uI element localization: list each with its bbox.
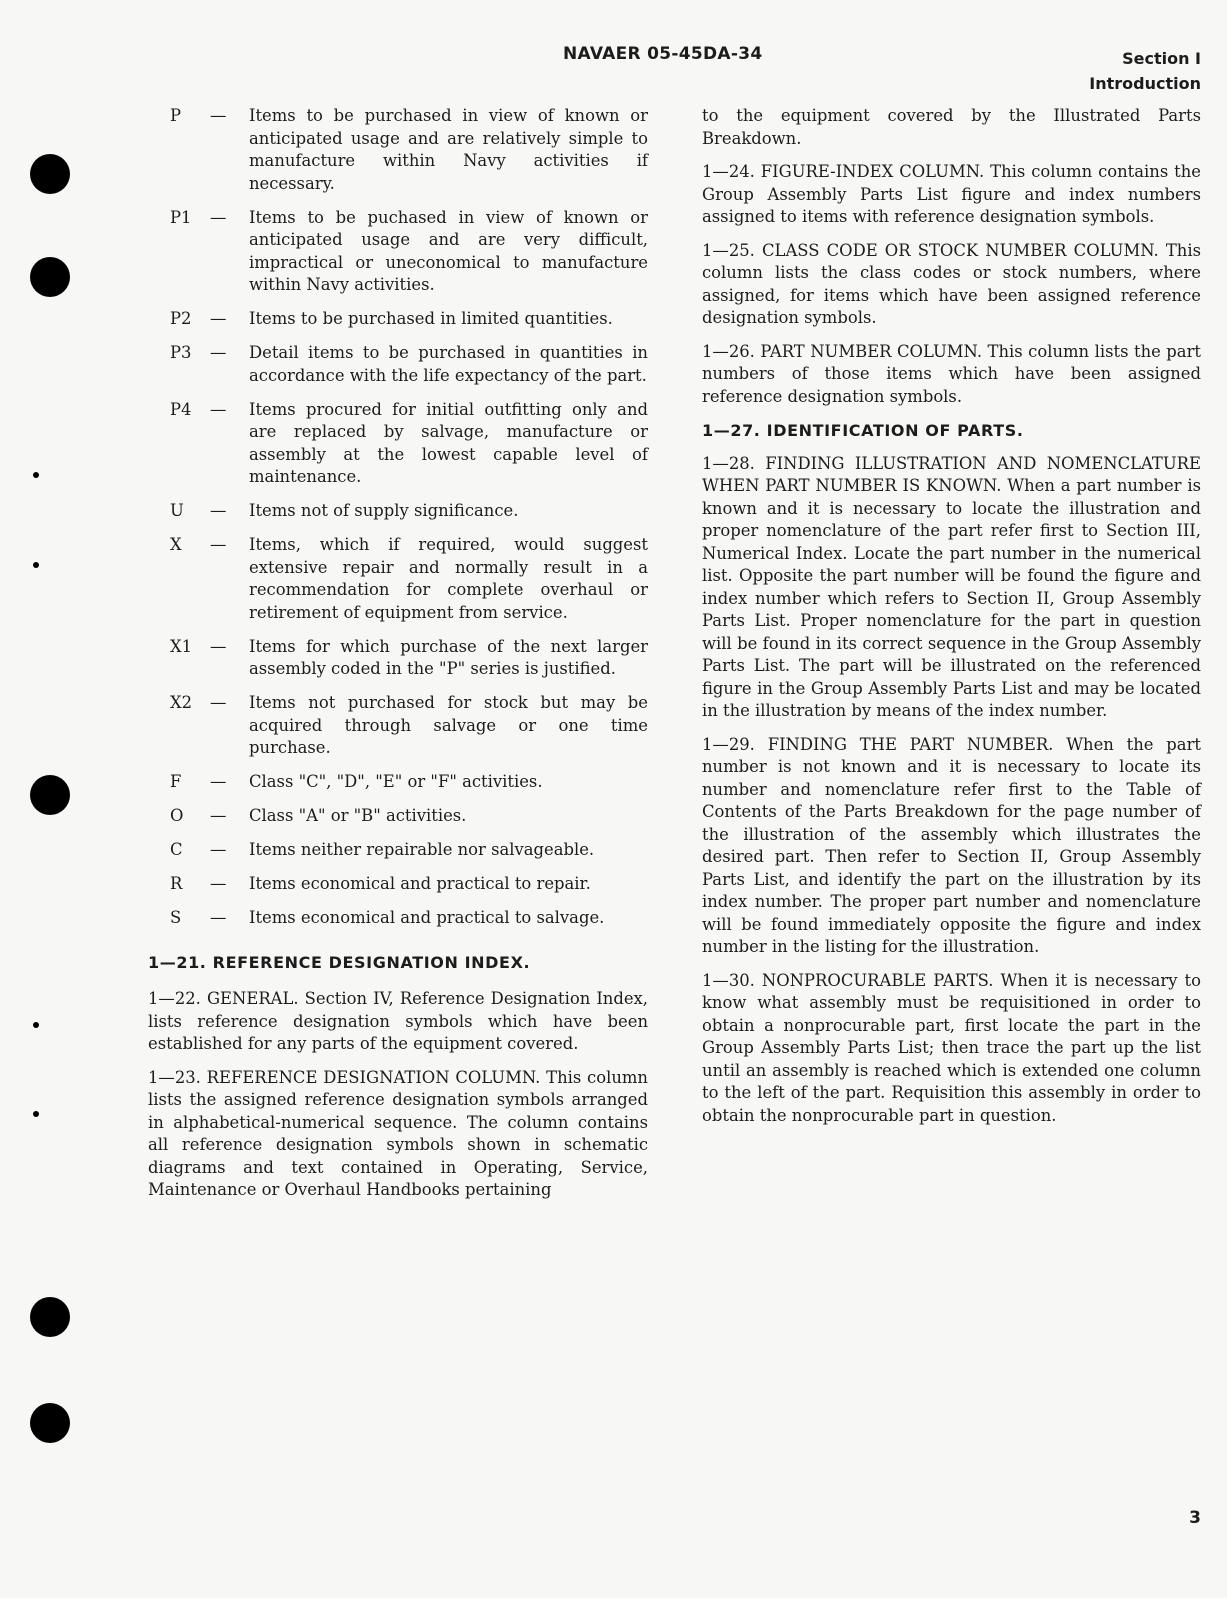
code-dash: —	[210, 693, 227, 712]
left-column	[148, 105, 648, 1213]
right-column	[702, 105, 1201, 1138]
paragraph-1-29: 1—29. FINDING THE PART NUMBER. When the part number is not known and it is necessary to locate its number and nomenclature refer first to the Table of Contents of the Parts Breakdown for the page number of the illustration of the assembly which illustrates the desired part. Then refer to Section II, Group Assembly Parts List, and identify the part on the illustration by its index number. The proper part number and nomenclature will be found immediately opposite the figure and index number in the listing for the illustration.	[702, 734, 1201, 956]
punch-hole	[33, 1111, 39, 1117]
class-code-description: Items procured for initial outfitting only and are replaced by salvage, manufacture or assembly at the lowest capable level of maintenance.	[249, 399, 648, 486]
paragraph-1-26: 1—26. PART NUMBER COLUMN. This column lists the part numbers of those items which have been assigned reference designation symbols.	[702, 341, 1201, 406]
class-code: X	[170, 535, 182, 554]
code-dash: —	[210, 501, 227, 520]
class-code: O	[170, 806, 184, 825]
document-number: NAVAER 05-45DA-34	[563, 44, 763, 64]
class-code-description: Items for which purchase of the next larger assembly coded in the "P" series is justified.	[249, 636, 648, 678]
class-code-row	[148, 207, 648, 297]
class-code-row	[148, 692, 648, 760]
punch-hole	[30, 257, 70, 297]
section-header	[1089, 46, 1201, 96]
paragraph-1-22: 1—22. GENERAL. Section IV, Reference Designation Index, lists reference designation symbols which have been established for any parts of the equipment covered.	[148, 989, 648, 1053]
class-code-row	[148, 771, 648, 794]
class-code-description: Class "C", "D", "E" or "F" activities.	[249, 772, 543, 791]
class-code-row	[148, 907, 648, 930]
class-code-description: Class "A" or "B" activities.	[249, 806, 467, 825]
class-code-row	[148, 805, 648, 828]
class-code: P2	[170, 309, 192, 328]
paragraph-1-30: 1—30. NONPROCURABLE PARTS. When it is necessary to know what assembly must be requisitioned in order to obtain a nonprocurable part, first locate the part in the Group Assembly Parts List; then trace the part up the list until an assembly is reached which is extended one column to the left of the part. Requisition this assembly in order to obtain the nonprocurable part in question.	[702, 970, 1201, 1125]
class-code-row	[148, 839, 648, 862]
class-code: P4	[170, 399, 192, 419]
section-label: Section I	[1122, 49, 1201, 68]
code-dash: —	[210, 535, 227, 554]
class-code-description: Items to be purchased in view of known or anticipated usage and are relatively simple to manufacture within Navy activities if necessary.	[249, 106, 648, 193]
code-dash: —	[210, 772, 227, 791]
code-dash: —	[210, 399, 227, 419]
class-code-row	[148, 534, 648, 624]
class-code: S	[170, 908, 182, 927]
class-code-row	[148, 399, 648, 489]
class-code-row	[148, 636, 648, 681]
class-code: P1	[170, 207, 192, 227]
class-code-row	[148, 342, 648, 387]
paragraph-1-25: 1—25. CLASS CODE OR STOCK NUMBER COLUMN. This column lists the class codes or stock numbers, where assigned, for items which have been assigned reference designation symbols.	[702, 240, 1201, 327]
paragraph-1-24: 1—24. FIGURE-INDEX COLUMN. This column contains the Group Assembly Parts List figure and index numbers assigned to items with reference designation symbols.	[702, 162, 1201, 226]
code-dash: —	[210, 207, 227, 227]
class-code-description: Items not purchased for stock but may be acquired through salvage or one time purchase.	[249, 693, 648, 757]
class-code-row	[148, 105, 648, 195]
code-dash: —	[210, 343, 227, 362]
paragraph-1-23: 1—23. REFERENCE DESIGNATION COLUMN. This column lists the assigned reference designation symbols arranged in alphabetical-numerical sequence. The column contains all reference designation symbols shown in schematic diagrams and text contained in Operating, Service, Maintenance or Overhaul Handbooks pertaining	[148, 1067, 648, 1199]
punch-hole	[33, 1022, 39, 1028]
heading-1-21: 1—21. REFERENCE DESIGNATION INDEX.	[148, 952, 531, 972]
punch-hole	[30, 1403, 70, 1443]
class-code-description: Items economical and practical to repair.	[249, 874, 591, 893]
punch-hole	[33, 472, 39, 478]
punch-hole	[30, 1297, 70, 1337]
code-dash: —	[210, 908, 227, 927]
class-code: X1	[170, 636, 193, 656]
class-code-row	[148, 873, 648, 896]
class-code: P	[170, 106, 182, 125]
code-dash: —	[210, 106, 227, 125]
class-code-description: Items neither repairable nor salvageable.	[249, 840, 595, 859]
punch-hole	[33, 562, 39, 568]
class-code: R	[170, 874, 183, 893]
code-dash: —	[210, 874, 227, 893]
paragraph-1-23-continued: to the equipment covered by the Illustrated Parts Breakdown.	[702, 106, 1201, 148]
class-code: U	[170, 501, 184, 520]
code-dash: —	[210, 636, 227, 656]
heading-1-27: 1—27. IDENTIFICATION OF PARTS.	[702, 421, 1024, 440]
class-code-description: Items to be puchased in view of known or anticipated usage and are very difficult, impractical or uneconomical to manufacture within Navy activities.	[249, 207, 648, 294]
class-code-row	[148, 308, 648, 331]
class-code-description: Detail items to be purchased in quantities in accordance with the life expectancy of the part.	[249, 343, 648, 385]
class-code-description: Items not of supply significance.	[249, 501, 519, 520]
section-title: Introduction	[1089, 74, 1201, 93]
class-code-description: Items to be purchased in limited quantities.	[249, 309, 613, 328]
code-dash: —	[210, 309, 227, 328]
class-code-row	[148, 500, 648, 523]
class-code: X2	[170, 693, 193, 712]
punch-hole	[30, 775, 70, 815]
class-code: F	[170, 772, 182, 791]
class-code-description: Items economical and practical to salvage.	[249, 908, 605, 927]
class-code-description: Items, which if required, would suggest extensive repair and normally result in a recommendation for complete overhaul or retirement of equipment from service.	[249, 535, 648, 622]
class-code-list	[148, 105, 648, 930]
punch-hole	[30, 154, 70, 194]
paragraph-1-28: 1—28. FINDING ILLUSTRATION AND NOMENCLATURE WHEN PART NUMBER IS KNOWN. When a part number is known and it is necessary to locate the illustration and proper nomenclature of the part refer first to Section III, Numerical Index. Locate the part number in the numerical list. Opposite the part number will be found the figure and index number which refers to Section II, Group Assembly Parts List. Proper nomenclature for the part in question will be found in its correct sequence in the Group Assembly Parts List. The part will be illustrated on the referenced figure in the Group Assembly Parts List and may be located in the illustration by means of the index number.	[702, 453, 1201, 720]
class-code: P3	[170, 343, 192, 362]
page-number: 3	[1189, 1508, 1201, 1528]
code-dash: —	[210, 840, 227, 859]
code-dash: —	[210, 806, 227, 825]
class-code: C	[170, 840, 183, 859]
